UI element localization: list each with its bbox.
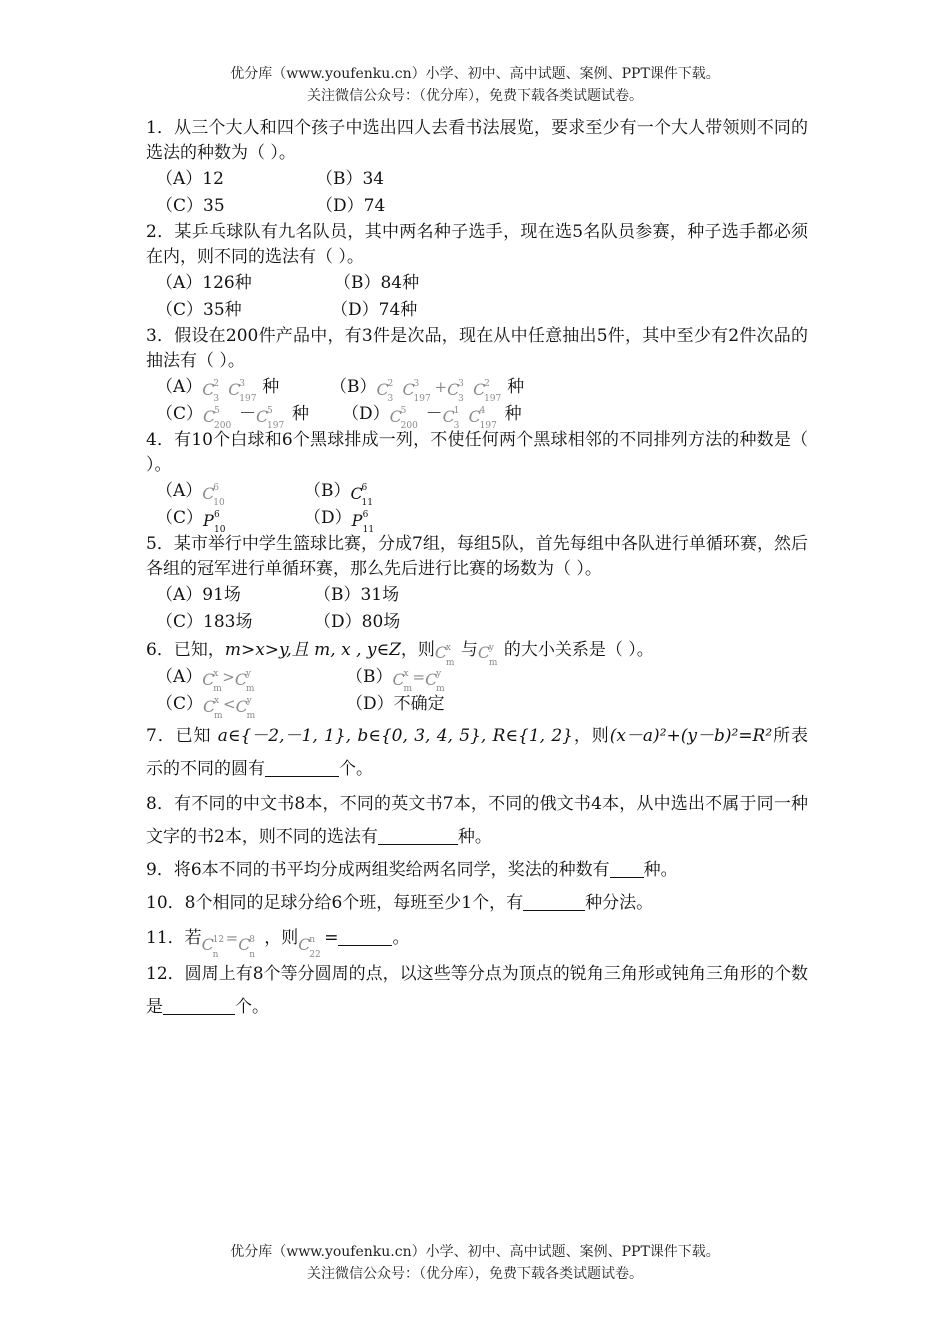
combination-formula: C y m xyxy=(425,669,445,694)
question-9-part: 9．将6本不同的书平均分成两组奖给两名同学，奖法的种数有 xyxy=(146,860,610,880)
question-5-options-row-2 xyxy=(146,609,808,636)
question-7-part: 个。 xyxy=(339,759,373,779)
question-7-sets: a∈{－2,－1, 1}, b∈{0, 3, 4, 5}, R∈{1, 2} xyxy=(217,726,573,746)
question-7-part: 所表示的不同的圆有 xyxy=(146,726,808,779)
question-5-options-row-1 xyxy=(146,582,808,609)
question-11-part: ，则 xyxy=(264,928,299,948)
option-b: （B）84种 xyxy=(334,273,420,293)
option-a: （A）12 xyxy=(156,169,224,189)
option-b-label: （B） xyxy=(330,377,377,397)
option-c-label: （C） xyxy=(156,694,204,714)
question-2-options-row-1 xyxy=(146,270,808,297)
option-a: （A） C x m > C y m xyxy=(156,664,261,691)
combination-formula: C y m xyxy=(234,669,255,694)
question-8-text xyxy=(146,788,808,854)
combination-formula: C 2 3 xyxy=(376,379,394,404)
footer-line-2: 关注微信公众号：（优分库），免费下载各类试题试卷。 xyxy=(307,1266,643,1282)
question-8-part: 8．有不同的中文书8本，不同的英文书7本，不同的俄文书4本，从中选出不属于同一种文字的书2本，则不同的选法有 xyxy=(146,794,808,847)
footer-line-1: 优分库（www.youfenku.cn）小学、初中、高中试题、案例、PPT课件下载。 xyxy=(230,1244,720,1260)
question-7-equation: (x－a)²+(y－b)²=R² xyxy=(609,726,773,746)
question-6-tail: 的大小关系是（ ）。 xyxy=(503,640,654,660)
option-d: （D）74种 xyxy=(331,300,418,320)
option-c-label: （C） xyxy=(156,508,204,528)
combination-formula: C n 22 xyxy=(298,935,321,960)
option-d: （D）80场 xyxy=(314,612,401,632)
answer-blank xyxy=(378,826,458,845)
combination-formula: C 12 n xyxy=(201,935,225,960)
combination-formula: C 6 10 xyxy=(202,483,225,508)
question-12-part: 个。 xyxy=(235,997,269,1017)
question-4-options-row-1 xyxy=(146,478,808,508)
option-a-unit: 种 xyxy=(262,377,280,397)
question-list xyxy=(146,116,808,1024)
combination-formula: C x m xyxy=(202,669,222,694)
header-line-2: 关注微信公众号：（优分库），免费下载各类试题试卷。 xyxy=(307,88,643,104)
option-b: （B）31场 xyxy=(314,585,400,605)
option-c-label: （C） xyxy=(156,404,204,424)
option-a: （A）91场 xyxy=(156,585,241,605)
combination-formula: C 3 3 xyxy=(447,379,464,404)
question-3-options-row-2 xyxy=(146,401,808,431)
question-6-options-row-1 xyxy=(146,664,808,694)
option-a xyxy=(156,478,228,508)
option-b xyxy=(304,478,377,508)
question-11-part: = xyxy=(324,928,339,948)
option-c: （C）183场 xyxy=(156,612,253,632)
question-7-part: ，则 xyxy=(572,726,610,746)
question-11-part: 。 xyxy=(392,928,410,948)
option-d-unit: 种 xyxy=(504,404,522,424)
question-6-and: 与 xyxy=(460,640,478,660)
question-3-text: 3．假设在200件产品中，有3件是次品，现在从中任意抽出5件，其中至少有2件次品的抽法有（ ）。 xyxy=(146,326,808,371)
answer-blank xyxy=(265,758,339,777)
question-6-connector: ，则 xyxy=(400,640,435,660)
question-11-text: 11．若 C 12 n = C 8 n ，则 C n 22 = 。 xyxy=(146,928,410,960)
answer-blank xyxy=(523,892,585,911)
combination-formula: C 6 11 xyxy=(350,483,373,508)
combination-formula: C 5 197 xyxy=(256,406,285,431)
combination-formula: C 5 200 xyxy=(389,406,418,431)
permutation-formula: P 6 11 xyxy=(351,510,375,535)
option-a xyxy=(156,374,280,404)
question-2-options-row-2 xyxy=(146,297,808,324)
option-c: （C） C x m < C y m xyxy=(156,691,262,718)
question-7-text xyxy=(146,720,808,786)
option-b: （B） C 2 3 C 3 197 + C 3 3 C 2 197 种 xyxy=(330,377,525,404)
question-2-text: 2．某乒乓球队有九名队员，其中两名种子选手，现在选5名队员参赛，种子选手都必须在内，则不同的选法有（ ）。 xyxy=(146,222,808,267)
answer-blank xyxy=(163,996,235,1015)
combination-formula: C 2 197 xyxy=(473,379,502,404)
question-9-text xyxy=(146,854,808,887)
question-10-text xyxy=(146,887,808,920)
option-a-label: （A） xyxy=(156,667,203,687)
option-a: （A）126种 xyxy=(156,273,252,293)
answer-blank xyxy=(610,859,644,878)
question-6-options-row-2 xyxy=(146,691,808,721)
combination-formula: C y m xyxy=(477,643,498,668)
combination-formula: C x m xyxy=(434,643,455,668)
question-6-prefix: 6．已知， xyxy=(146,640,225,660)
combination-formula: C 3 197 xyxy=(228,379,257,404)
page-footer xyxy=(0,1241,950,1285)
option-d: （D） C 5 200 － C 1 3 C 4 197 种 xyxy=(342,404,522,431)
option-c-unit: 种 xyxy=(292,404,310,424)
option-d: （D）74 xyxy=(316,196,386,216)
option-c xyxy=(156,505,229,535)
question-9-part: 种。 xyxy=(643,860,678,880)
combination-formula: C x m xyxy=(203,696,223,721)
combination-formula: C 8 n xyxy=(238,935,256,960)
question-11-part: 11．若 xyxy=(146,928,202,948)
option-d: （D）不确定 xyxy=(346,694,445,714)
permutation-formula: P 6 10 xyxy=(203,510,226,535)
option-a-label: （A） xyxy=(156,377,203,397)
question-5-text: 5．某市举行中学生篮球比赛，分成7组，每组5队，首先每组中各队进行单循环赛，然后各组的冠军进行单循环赛，那么先后进行比赛的场数为（ ）。 xyxy=(146,534,808,579)
combination-formula: C 1 3 xyxy=(442,406,460,431)
answer-blank xyxy=(338,927,392,946)
question-6-condition: m>x>y,且 m, x , y∈Z xyxy=(224,640,401,660)
combination-formula: C 2 3 xyxy=(202,379,220,404)
question-4-options-row-2 xyxy=(146,505,808,535)
header-line-1: 优分库（www.youfenku.cn）小学、初中、高中试题、案例、PPT课件下载。 xyxy=(230,66,720,82)
option-b-label: （B） xyxy=(346,667,393,687)
option-d xyxy=(304,505,378,535)
question-10-part: 10．8个相同的足球分给6个班，每班至少1个，有 xyxy=(146,893,524,913)
option-d-label: （D） xyxy=(304,508,352,528)
question-1-text: 1．从三个大人和四个孩子中选出四人去看书法展览，要求至少有一个大人带领则不同的选法的种数为（ ）。 xyxy=(146,118,808,163)
combination-formula: C y m xyxy=(235,696,256,721)
option-b-unit: 种 xyxy=(507,377,525,397)
question-10-part: 种分法。 xyxy=(585,893,654,913)
option-c: （C） C 5 200 － C 5 197 种 xyxy=(156,404,310,431)
combination-formula: C 5 200 xyxy=(203,406,232,431)
option-b: （B） C x m = C y m xyxy=(346,664,451,691)
question-8-part: 种。 xyxy=(457,827,492,847)
option-b: （B）34 xyxy=(316,169,385,189)
combination-formula: C x m xyxy=(392,669,413,694)
question-12-part: 12．圆周上有8个等分圆周的点，以这些等分点为顶点的锐角三角形或钝角三角形的个数是 xyxy=(146,964,808,1017)
combination-formula: C 3 197 xyxy=(402,379,431,404)
question-1-options-row-1 xyxy=(146,166,808,193)
option-b-label: （B） xyxy=(304,481,351,501)
question-3-options-row-1 xyxy=(146,374,808,404)
question-12-text xyxy=(146,958,808,1024)
question-6-text xyxy=(146,636,808,668)
question-1-options-row-2 xyxy=(146,193,808,220)
option-c: （C）35 xyxy=(156,196,225,216)
option-d-label: （D） xyxy=(342,404,390,424)
combination-formula: C 4 197 xyxy=(468,406,497,431)
option-c: （C）35种 xyxy=(156,300,242,320)
page-header xyxy=(0,63,950,107)
question-7-part: 7．已知 xyxy=(146,726,218,746)
question-4-text: 4．有10个白球和6个黑球排成一列，不使任何两个黑球相邻的不同排列方法的种数是（ ）。 xyxy=(146,430,808,475)
option-a-label: （A） xyxy=(156,481,203,501)
